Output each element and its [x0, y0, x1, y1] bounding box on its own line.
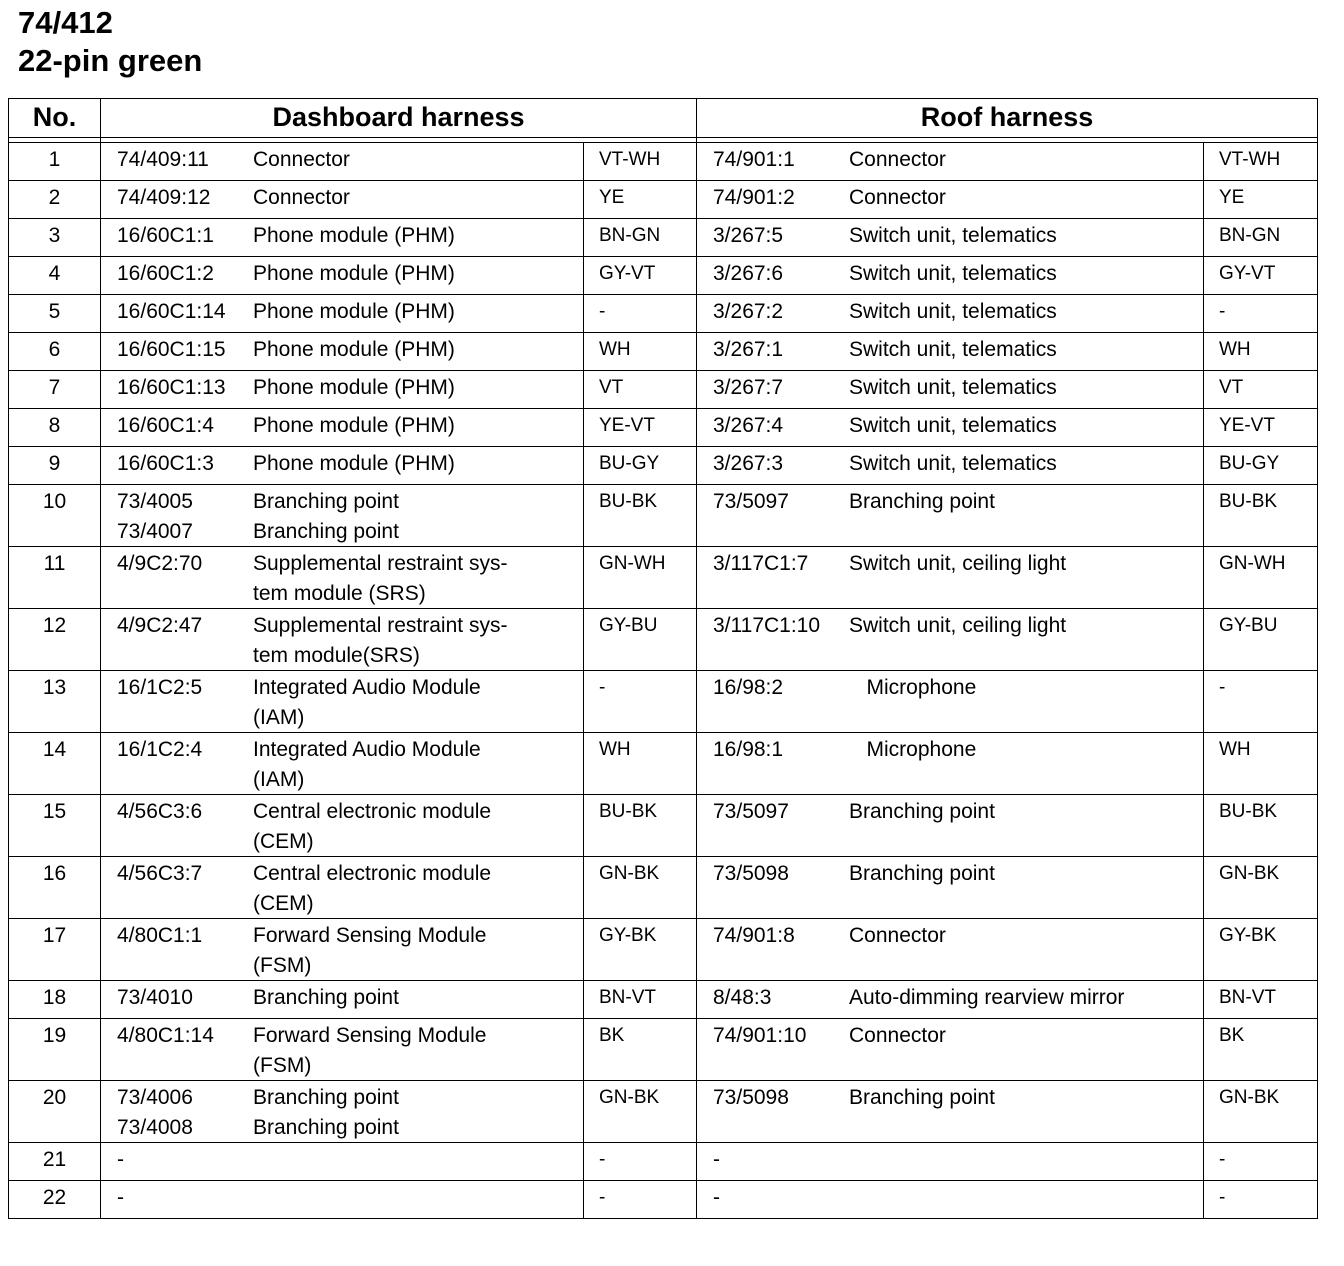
roof-connection: [697, 981, 1204, 1019]
table-row: [9, 547, 1318, 609]
roof-wire-color: WH: [1204, 333, 1318, 371]
roof-code: 73/5097: [713, 800, 789, 823]
pin-number: 17: [9, 919, 101, 981]
table-row: [9, 409, 1318, 447]
dashboard-wire-color: BU-BK: [584, 795, 697, 857]
dashboard-connection: [101, 1019, 584, 1081]
roof-description: Microphone: [849, 676, 977, 699]
roof-wire-color: GN-BK: [1204, 857, 1318, 919]
dashboard-description: Forward Sensing Module (FSM): [253, 1024, 487, 1077]
roof-connection: [697, 919, 1204, 981]
column-header-dashboard-harness: Dashboard harness: [101, 99, 697, 138]
dashboard-code: 16/1C2:5: [117, 676, 203, 699]
roof-code: 73/5098: [713, 862, 789, 885]
pin-number: 9: [9, 447, 101, 485]
dashboard-description: Phone module (PHM): [253, 300, 455, 323]
dashboard-code: 73/4005 73/4007: [117, 490, 193, 543]
dashboard-connection: [101, 409, 584, 447]
roof-code: 3/267:6: [713, 262, 784, 285]
table-row: [9, 333, 1318, 371]
roof-description: Switch unit, ceiling light: [849, 552, 1067, 575]
dashboard-description: Forward Sensing Module (FSM): [253, 924, 487, 977]
dashboard-description: Connector: [253, 148, 350, 171]
dashboard-code: -: [117, 1148, 124, 1171]
pin-number: 14: [9, 733, 101, 795]
roof-description: Switch unit, ceiling light: [849, 614, 1067, 637]
roof-description: Switch unit, telematics: [849, 414, 1057, 437]
dashboard-description: [253, 1183, 583, 1213]
pin-number: 3: [9, 219, 101, 257]
dashboard-code: 74/409:12: [117, 186, 211, 209]
dashboard-code: 16/60C1:15: [117, 338, 226, 361]
dashboard-wire-color: YE-VT: [584, 409, 697, 447]
dashboard-description: [253, 1145, 583, 1175]
table-row: [9, 485, 1318, 547]
roof-wire-color: BU-BK: [1204, 795, 1318, 857]
dashboard-connection: [101, 857, 584, 919]
roof-wire-color: -: [1204, 1143, 1318, 1181]
roof-code: 3/267:1: [713, 338, 784, 361]
dashboard-wire-color: BN-GN: [584, 219, 697, 257]
pinout-rows: [9, 143, 1318, 1219]
table-row: [9, 1081, 1318, 1143]
dashboard-description: Phone module (PHM): [253, 338, 455, 361]
roof-code: 73/5098: [713, 1086, 789, 1109]
roof-connection: [697, 1143, 1204, 1181]
dashboard-connection: [101, 733, 584, 795]
pin-number: 22: [9, 1181, 101, 1219]
roof-connection: [697, 409, 1204, 447]
connector-id-title: 74/412: [18, 5, 113, 40]
dashboard-description: Phone module (PHM): [253, 452, 455, 475]
dashboard-connection: [101, 609, 584, 671]
dashboard-connection: [101, 447, 584, 485]
roof-wire-color: GY-BK: [1204, 919, 1318, 981]
dashboard-connection: [101, 671, 584, 733]
roof-connection: [697, 609, 1204, 671]
pin-number: 8: [9, 409, 101, 447]
roof-wire-color: VT: [1204, 371, 1318, 409]
roof-connection: [697, 257, 1204, 295]
table-row: [9, 981, 1318, 1019]
roof-wire-color: GN-BK: [1204, 1081, 1318, 1143]
roof-connection: [697, 671, 1204, 733]
roof-description: Branching point: [849, 862, 995, 885]
dashboard-wire-color: GY-BU: [584, 609, 697, 671]
table-row: [9, 609, 1318, 671]
dashboard-code: 16/60C1:13: [117, 376, 226, 399]
table-row: [9, 733, 1318, 795]
roof-description: Connector: [849, 924, 946, 947]
roof-wire-color: BN-VT: [1204, 981, 1318, 1019]
dashboard-wire-color: WH: [584, 733, 697, 795]
dashboard-wire-color: BK: [584, 1019, 697, 1081]
roof-code: 3/117C1:7: [713, 552, 809, 575]
dashboard-description: Supplemental restraint sys- tem module (SRS): [253, 552, 508, 605]
roof-connection: [697, 333, 1204, 371]
roof-wire-color: BU-GY: [1204, 447, 1318, 485]
dashboard-connection: [101, 219, 584, 257]
table-row: [9, 1143, 1318, 1181]
roof-connection: [697, 1181, 1204, 1219]
pin-number: 12: [9, 609, 101, 671]
connector-description: 22-pin green: [18, 43, 203, 78]
dashboard-wire-color: YE: [584, 181, 697, 219]
pin-number: 7: [9, 371, 101, 409]
roof-code: 8/48:3: [713, 986, 772, 1009]
table-row: [9, 257, 1318, 295]
roof-wire-color: BU-BK: [1204, 485, 1318, 547]
table-row: [9, 919, 1318, 981]
dashboard-wire-color: GN-BK: [584, 857, 697, 919]
dashboard-description: Central electronic module (CEM): [253, 862, 492, 915]
roof-description: Switch unit, telematics: [849, 452, 1057, 475]
pin-number: 5: [9, 295, 101, 333]
dashboard-code: 16/60C1:2: [117, 262, 214, 285]
dashboard-code: 16/1C2:4: [117, 738, 203, 761]
dashboard-connection: [101, 181, 584, 219]
dashboard-connection: [101, 919, 584, 981]
dashboard-wire-color: BN-VT: [584, 981, 697, 1019]
roof-code: 74/901:10: [713, 1024, 807, 1047]
dashboard-wire-color: GY-BK: [584, 919, 697, 981]
dashboard-code: 16/60C1:1: [117, 224, 214, 247]
roof-code: 74/901:2: [713, 186, 795, 209]
roof-description: Auto-dimming rearview mirror: [849, 986, 1125, 1009]
roof-wire-color: -: [1204, 1181, 1318, 1219]
roof-connection: [697, 447, 1204, 485]
dashboard-connection: [101, 547, 584, 609]
dashboard-description: Phone module (PHM): [253, 376, 455, 399]
dashboard-description: Branching point Branching point: [253, 1086, 399, 1139]
dashboard-code: 4/56C3:6: [117, 800, 203, 823]
dashboard-description: Integrated Audio Module (IAM): [253, 676, 481, 729]
dashboard-wire-color: BU-GY: [584, 447, 697, 485]
column-header-roof-harness: Roof harness: [697, 99, 1318, 138]
table-row: [9, 1181, 1318, 1219]
roof-description: Branching point: [849, 1086, 995, 1109]
dashboard-code: 4/56C3:7: [117, 862, 203, 885]
column-header-no: No.: [9, 99, 101, 138]
dashboard-description: Branching point Branching point: [253, 490, 399, 543]
pin-number: 21: [9, 1143, 101, 1181]
roof-code: -: [713, 1186, 720, 1209]
roof-description: Connector: [849, 186, 946, 209]
roof-code: 16/98:2: [713, 676, 784, 699]
dashboard-connection: [101, 257, 584, 295]
pinout-table: [8, 98, 1318, 1219]
roof-code: 3/267:7: [713, 376, 784, 399]
dashboard-description: Phone module (PHM): [253, 414, 455, 437]
dashboard-wire-color: -: [584, 1143, 697, 1181]
roof-code: 3/267:2: [713, 300, 784, 323]
roof-description: Switch unit, telematics: [849, 376, 1057, 399]
dashboard-code: 4/80C1:14: [117, 1024, 214, 1047]
table-row: [9, 671, 1318, 733]
pin-number: 6: [9, 333, 101, 371]
pin-number: 10: [9, 485, 101, 547]
dashboard-code: 4/9C2:70: [117, 552, 203, 575]
roof-wire-color: YE: [1204, 181, 1318, 219]
roof-wire-color: BK: [1204, 1019, 1318, 1081]
dashboard-connection: [101, 1081, 584, 1143]
dashboard-description: Central electronic module (CEM): [253, 800, 492, 853]
roof-connection: [697, 181, 1204, 219]
roof-code: 74/901:1: [713, 148, 795, 171]
roof-connection: [697, 1019, 1204, 1081]
roof-wire-color: GY-VT: [1204, 257, 1318, 295]
dashboard-connection: [101, 485, 584, 547]
dashboard-connection: [101, 143, 584, 181]
pin-number: 13: [9, 671, 101, 733]
pin-number: 20: [9, 1081, 101, 1143]
roof-connection: [697, 485, 1204, 547]
pin-number: 1: [9, 143, 101, 181]
pin-number: 18: [9, 981, 101, 1019]
dashboard-code: 73/4010: [117, 986, 193, 1009]
dashboard-code: 74/409:11: [117, 148, 209, 171]
roof-wire-color: -: [1204, 671, 1318, 733]
dashboard-code: 73/4006 73/4008: [117, 1086, 193, 1139]
dashboard-description: Integrated Audio Module (IAM): [253, 738, 481, 791]
dashboard-code: 16/60C1:3: [117, 452, 214, 475]
roof-description: [849, 1145, 1203, 1175]
dashboard-wire-color: BU-BK: [584, 485, 697, 547]
roof-code: 74/901:8: [713, 924, 795, 947]
roof-code: 73/5097: [713, 490, 789, 513]
pin-number: 4: [9, 257, 101, 295]
roof-description: Branching point: [849, 490, 995, 513]
roof-description: [849, 1183, 1203, 1213]
roof-description: Connector: [849, 148, 946, 171]
roof-code: 3/117C1:10: [713, 614, 821, 637]
roof-code: 3/267:3: [713, 452, 784, 475]
dashboard-code: 16/60C1:14: [117, 300, 226, 323]
pin-number: 16: [9, 857, 101, 919]
table-row: [9, 447, 1318, 485]
dashboard-code: -: [117, 1186, 124, 1209]
pin-number: 2: [9, 181, 101, 219]
dashboard-connection: [101, 1181, 584, 1219]
dashboard-description: Phone module (PHM): [253, 224, 455, 247]
dashboard-wire-color: GN-BK: [584, 1081, 697, 1143]
dashboard-wire-color: GN-WH: [584, 547, 697, 609]
roof-connection: [697, 219, 1204, 257]
dashboard-code: 4/80C1:1: [117, 924, 203, 947]
table-row: [9, 857, 1318, 919]
dashboard-connection: [101, 333, 584, 371]
roof-connection: [697, 857, 1204, 919]
roof-connection: [697, 795, 1204, 857]
table-row: [9, 143, 1318, 181]
dashboard-description: Supplemental restraint sys- tem module(SRS): [253, 614, 508, 667]
roof-description: Switch unit, telematics: [849, 262, 1057, 285]
pin-number: 15: [9, 795, 101, 857]
dashboard-wire-color: VT: [584, 371, 697, 409]
roof-code: -: [713, 1148, 720, 1171]
dashboard-wire-color: VT-WH: [584, 143, 697, 181]
roof-connection: [697, 733, 1204, 795]
dashboard-code: 16/60C1:4: [117, 414, 214, 437]
table-row: [9, 181, 1318, 219]
dashboard-description: Branching point: [253, 986, 399, 1009]
dashboard-connection: [101, 795, 584, 857]
table-row: [9, 219, 1318, 257]
roof-code: 3/267:4: [713, 414, 784, 437]
roof-wire-color: BN-GN: [1204, 219, 1318, 257]
roof-wire-color: GY-BU: [1204, 609, 1318, 671]
dashboard-wire-color: -: [584, 295, 697, 333]
dashboard-wire-color: -: [584, 671, 697, 733]
roof-description: Microphone: [849, 738, 977, 761]
dashboard-connection: [101, 295, 584, 333]
table-row: [9, 371, 1318, 409]
roof-connection: [697, 143, 1204, 181]
table-row: [9, 1019, 1318, 1081]
dashboard-description: Phone module (PHM): [253, 262, 455, 285]
roof-connection: [697, 1081, 1204, 1143]
dashboard-description: Connector: [253, 186, 350, 209]
roof-wire-color: -: [1204, 295, 1318, 333]
dashboard-wire-color: GY-VT: [584, 257, 697, 295]
roof-wire-color: WH: [1204, 733, 1318, 795]
roof-description: Branching point: [849, 800, 995, 823]
roof-description: Switch unit, telematics: [849, 338, 1057, 361]
dashboard-wire-color: WH: [584, 333, 697, 371]
roof-description: Switch unit, telematics: [849, 300, 1057, 323]
table-row: [9, 795, 1318, 857]
roof-code: 16/98:1: [713, 738, 784, 761]
roof-code: 3/267:5: [713, 224, 784, 247]
roof-wire-color: YE-VT: [1204, 409, 1318, 447]
dashboard-connection: [101, 371, 584, 409]
roof-connection: [697, 371, 1204, 409]
dashboard-code: 4/9C2:47: [117, 614, 203, 637]
dashboard-wire-color: -: [584, 1181, 697, 1219]
table-header-row: [9, 99, 1318, 138]
roof-connection: [697, 547, 1204, 609]
roof-wire-color: VT-WH: [1204, 143, 1318, 181]
dashboard-connection: [101, 1143, 584, 1181]
dashboard-connection: [101, 981, 584, 1019]
roof-description: Connector: [849, 1024, 946, 1047]
roof-connection: [697, 295, 1204, 333]
table-row: [9, 295, 1318, 333]
pin-number: 11: [9, 547, 101, 609]
roof-description: Switch unit, telematics: [849, 224, 1057, 247]
roof-wire-color: GN-WH: [1204, 547, 1318, 609]
pin-number: 19: [9, 1019, 101, 1081]
